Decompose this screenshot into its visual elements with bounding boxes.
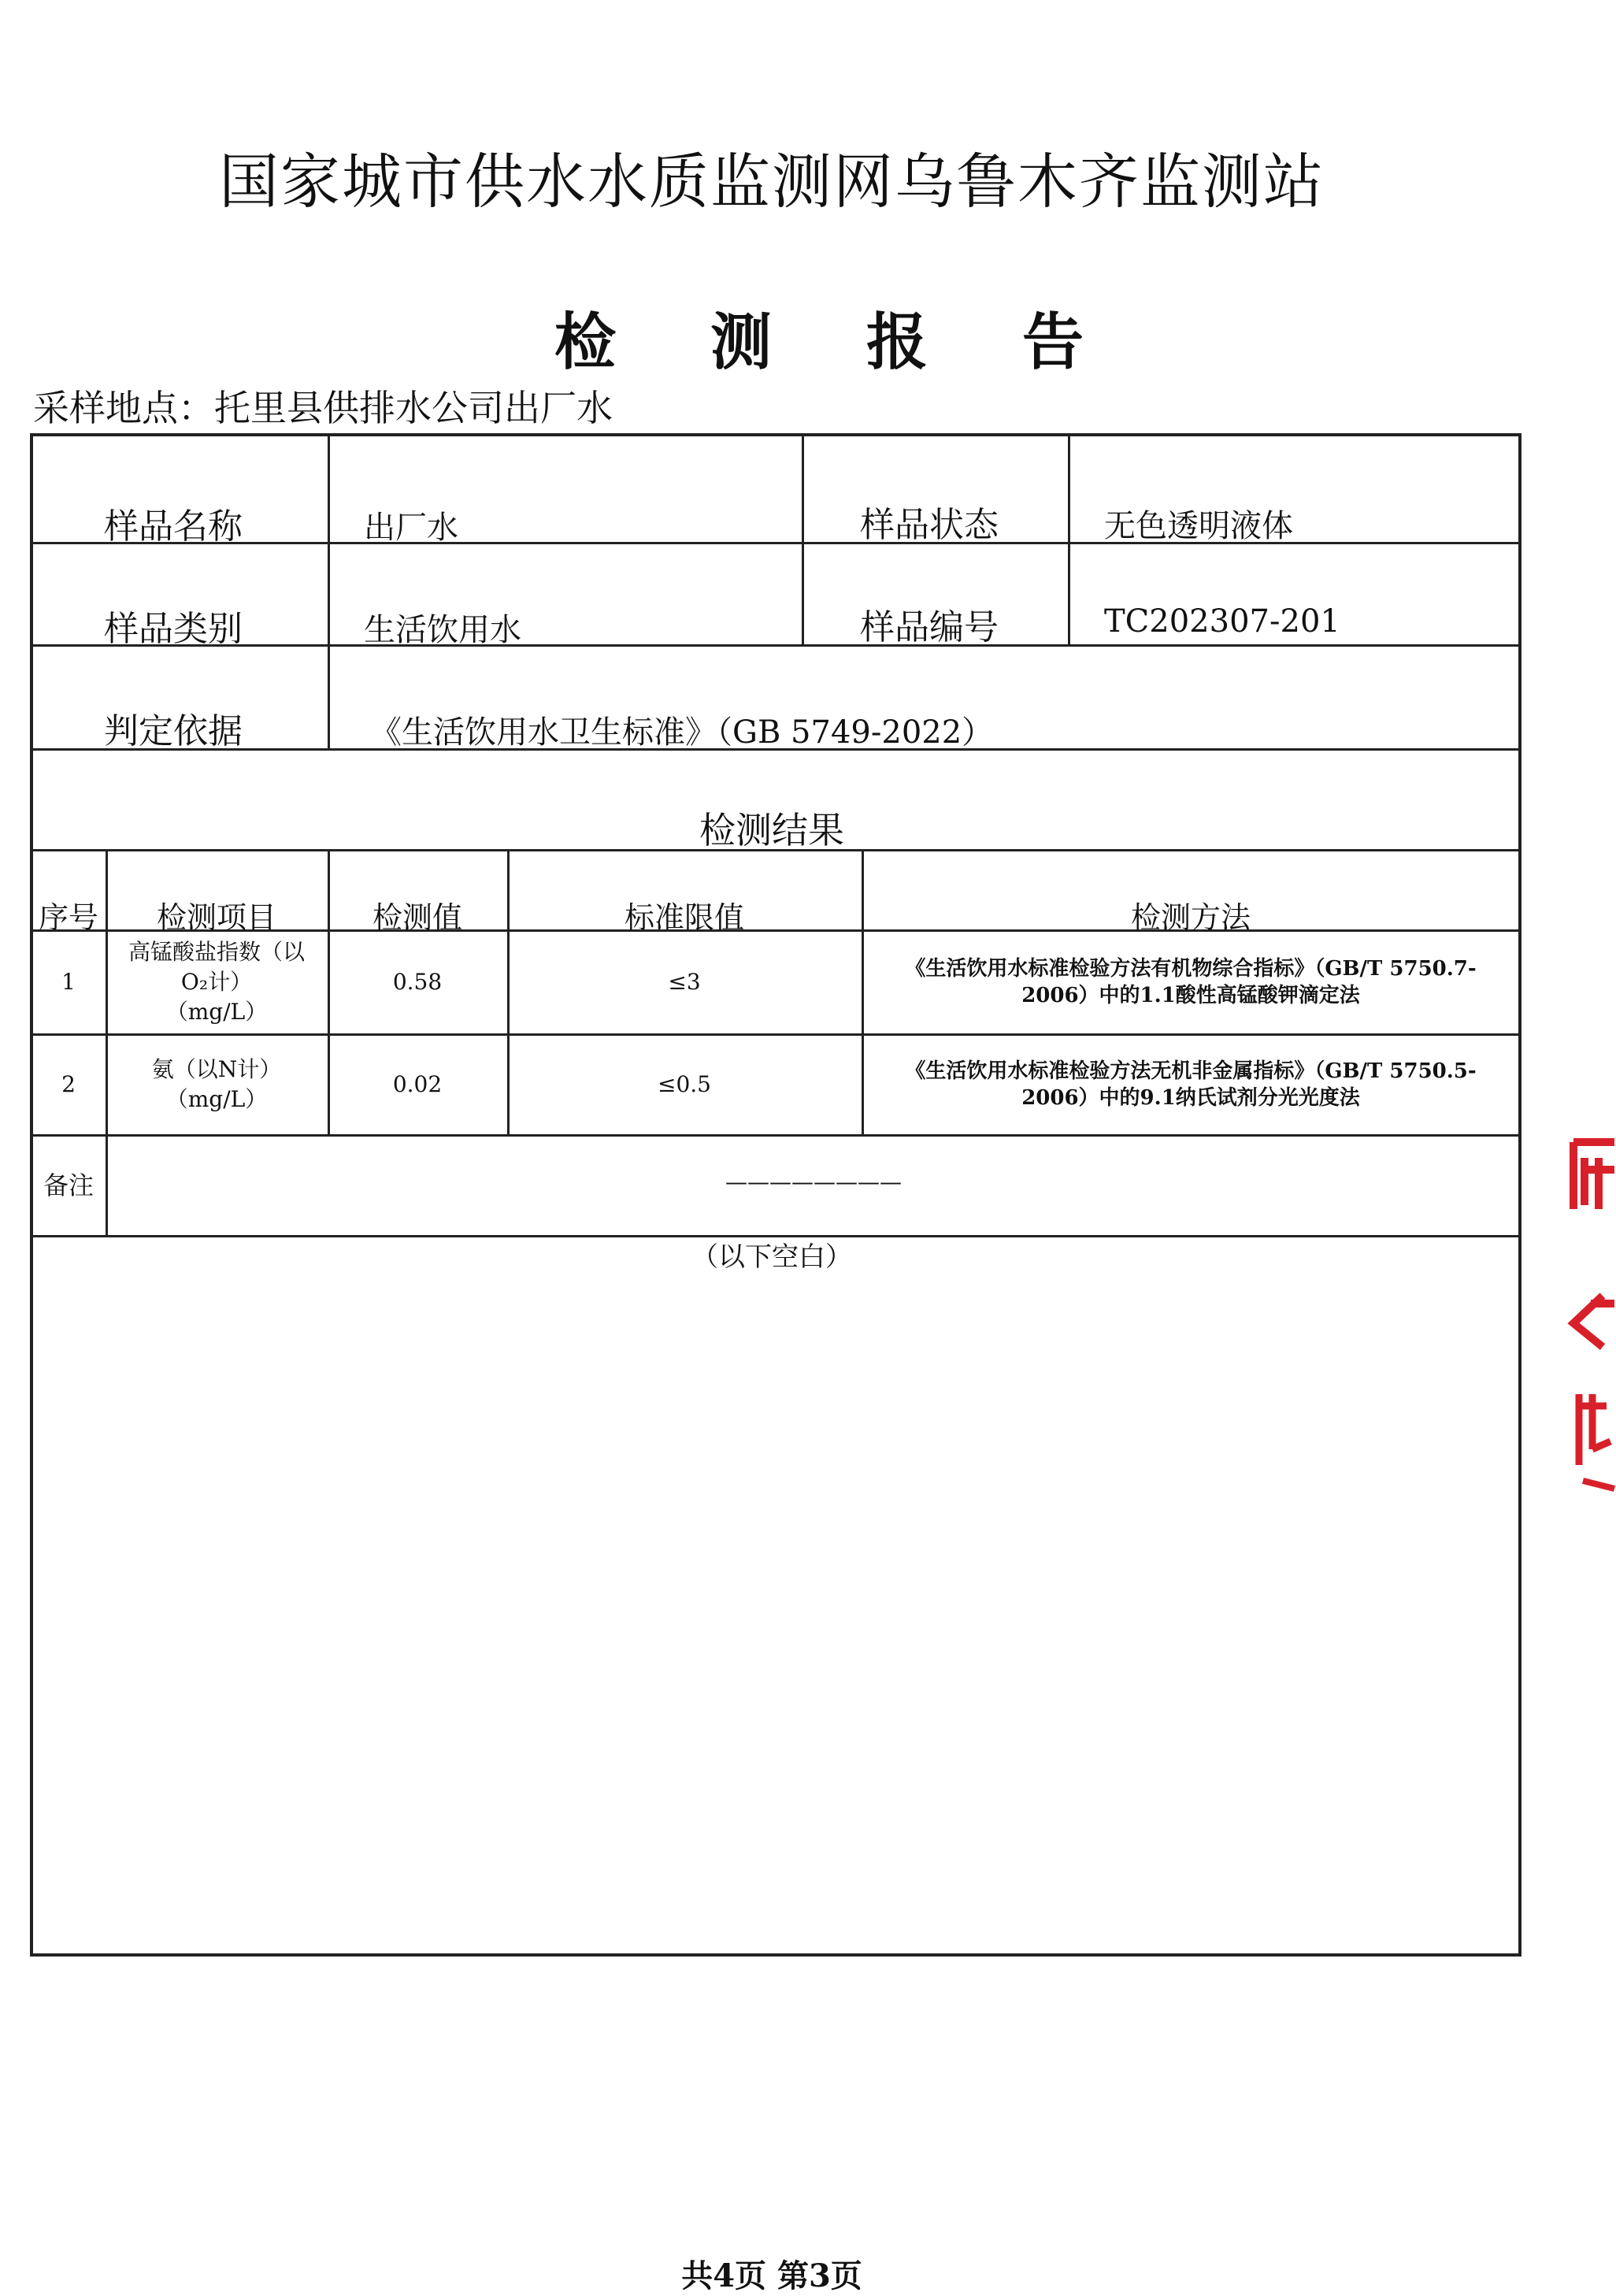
table-row-item — [106, 1035, 328, 1134]
test-method: 《生活饮用水标准检验方法无机非金属指标》（GB/T 5750.5-2006）中的9.1纳氏试剂分光光度法 — [905, 1059, 1477, 1110]
table-row-item — [106, 931, 328, 1033]
column-header-no: 序号 — [38, 900, 98, 935]
basis-label: 判定依据 — [104, 711, 243, 751]
standard-limit: ≤0.5 — [658, 1071, 711, 1097]
official-seal-stamp — [1567, 1134, 1616, 1514]
sample-number-label: 样品编号 — [860, 607, 999, 647]
table-row-value — [328, 1035, 507, 1134]
item-line: （mg/L） — [165, 999, 268, 1025]
remarks-value-text: ———————— — [725, 1169, 902, 1195]
row-no: 1 — [61, 969, 76, 995]
table-row-no — [32, 931, 106, 1033]
sampling-location — [33, 380, 613, 432]
remarks-label-text: 备注 — [43, 1170, 94, 1200]
results-section-title: 检测结果 — [699, 809, 844, 851]
table-row-method — [882, 931, 1499, 1033]
column-divider — [862, 849, 864, 1134]
sample-name-value: 出厂水 — [364, 510, 458, 546]
measured-value: 0.02 — [392, 1071, 443, 1097]
sample-number-value: TC202307-201 — [1104, 603, 1340, 640]
item-line: 高锰酸盐指数（以 — [128, 939, 305, 965]
page-number: 共4页 第3页 — [681, 2257, 862, 2294]
standard-limit: ≤3 — [668, 969, 701, 995]
sample-category-value: 生活饮用水 — [364, 612, 521, 648]
table-row-limit — [507, 1035, 862, 1134]
column-header-limit: 标准限值 — [624, 900, 744, 935]
item-line: O₂计） — [180, 969, 253, 995]
column-divider — [802, 436, 804, 644]
row-divider — [32, 542, 1520, 544]
item-line: 氨（以N计） — [151, 1056, 282, 1082]
table-row-limit — [507, 931, 862, 1033]
sample-category-label: 样品类别 — [104, 609, 243, 649]
basis-value: 《生活饮用水卫生标准》（GB 5749-2022） — [370, 714, 994, 751]
seal-fragment-icon — [1567, 1134, 1616, 1497]
organization-title: 国家城市供水水质监测网乌鲁木齐监测站 — [219, 147, 1325, 217]
test-method: 《生活饮用水标准检验方法有机物综合指标》（GB/T 5750.7-2006）中的1.1酸性高锰酸钾滴定法 — [905, 957, 1477, 1007]
report-title: 检测报告 — [554, 307, 1178, 378]
sampling-value: 托里县供排水公司出厂水 — [214, 387, 613, 429]
column-divider — [1068, 436, 1070, 644]
column-header-item: 检测项目 — [156, 900, 276, 935]
sample-state-label: 样品状态 — [860, 505, 999, 545]
row-divider — [32, 644, 1520, 647]
column-header-method: 检测方法 — [1130, 900, 1251, 935]
measured-value: 0.58 — [392, 969, 443, 995]
column-divider — [328, 436, 330, 748]
blank-below-note: （以下空白） — [691, 1241, 852, 1273]
table-row-value — [328, 931, 507, 1033]
sample-state-value: 无色透明液体 — [1104, 508, 1293, 544]
sample-name-label: 样品名称 — [104, 506, 243, 547]
table-row-no — [32, 1035, 106, 1134]
remarks-label — [32, 1136, 106, 1235]
row-no: 2 — [61, 1071, 76, 1097]
sampling-label: 采样地点： — [33, 387, 214, 429]
remarks-value — [107, 1136, 1520, 1229]
item-line: （mg/L） — [165, 1086, 268, 1112]
column-header-value: 检测值 — [372, 900, 462, 935]
table-row-method — [882, 1035, 1499, 1134]
